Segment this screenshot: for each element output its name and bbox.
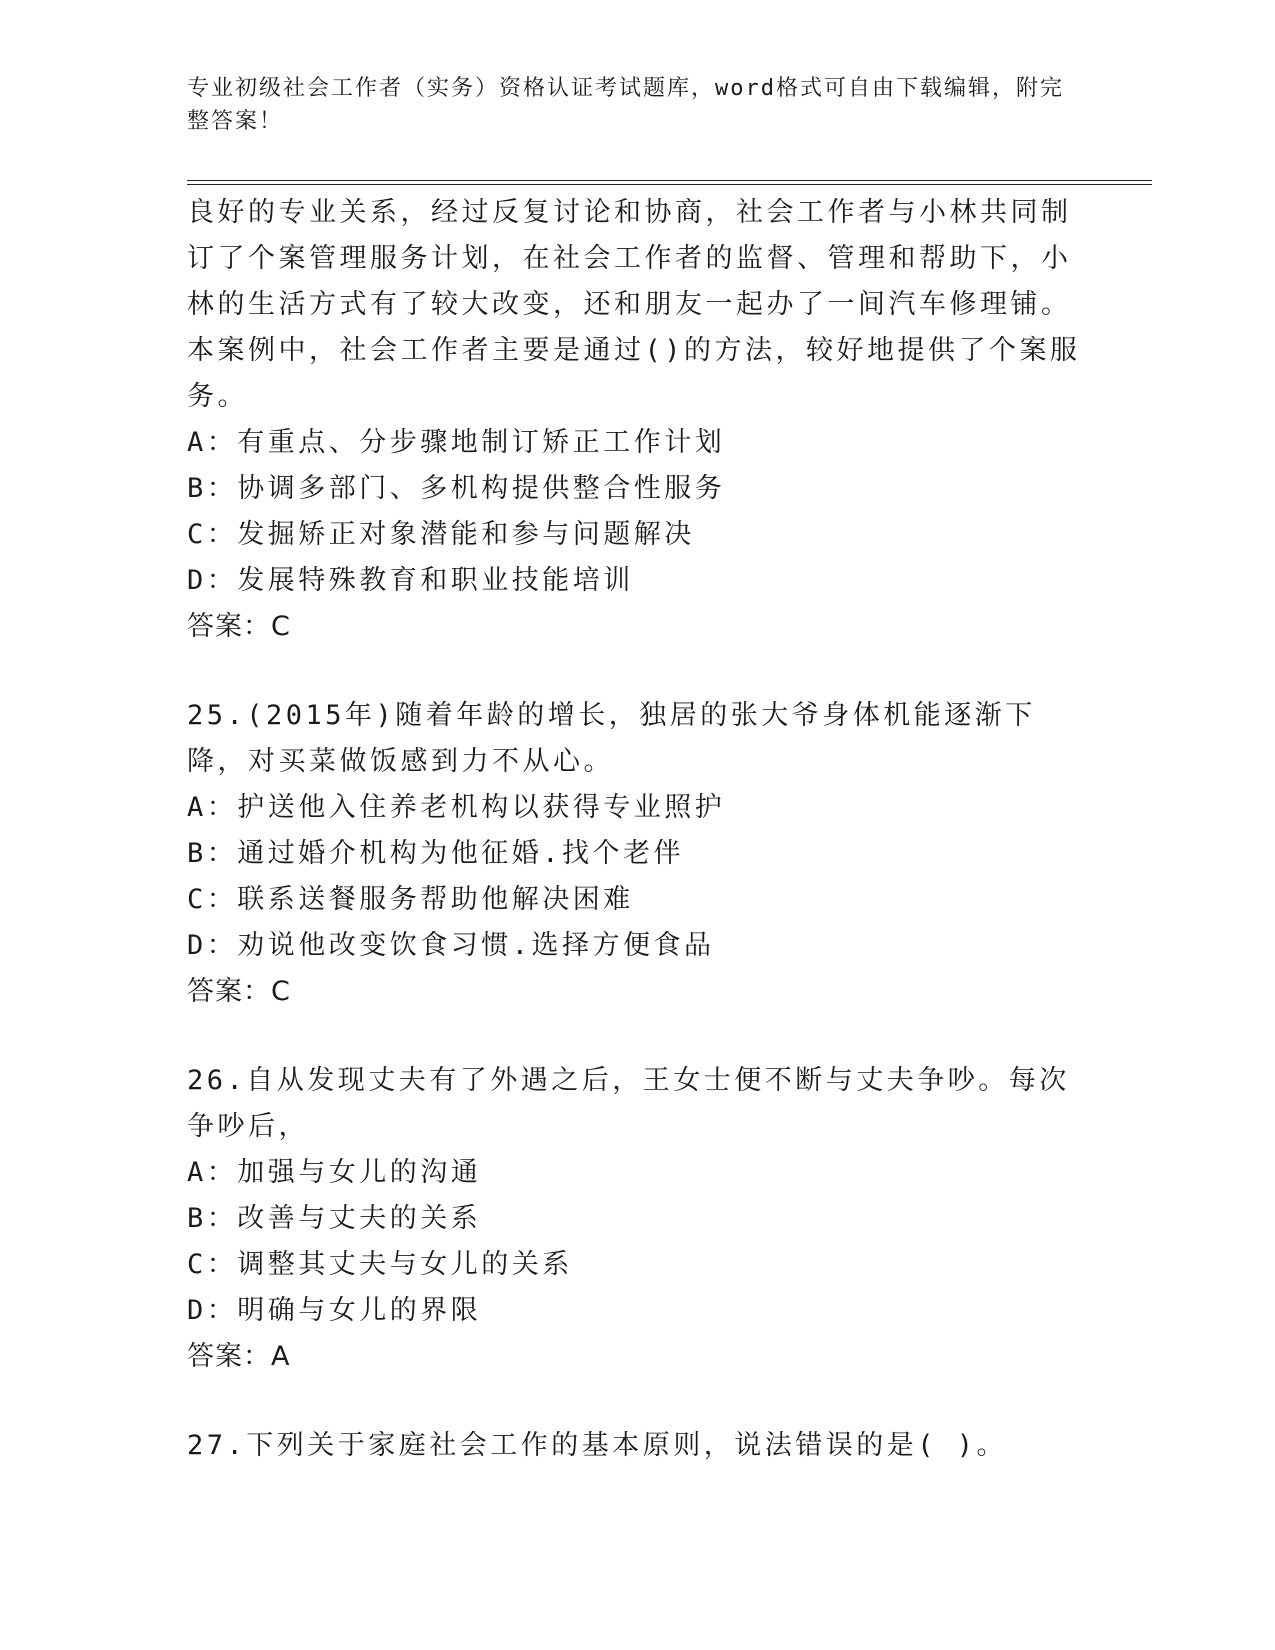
question-block-26 bbox=[187, 1058, 1087, 1380]
option-c: C：调整其丈夫与女儿的关系 bbox=[187, 1249, 573, 1280]
spacer bbox=[187, 650, 1087, 693]
option-d: D：发展特殊教育和职业技能培训 bbox=[187, 565, 634, 596]
option-b: B：通过婚介机构为他征婚.找个老伴 bbox=[187, 838, 685, 869]
option-d: D：劝说他改变饮食习惯.选择方便食品 bbox=[187, 930, 715, 961]
option-a: A：护送他入住养老机构以获得专业照护 bbox=[187, 792, 726, 823]
header-rule-top bbox=[187, 180, 1152, 181]
option-a: A：有重点、分步骤地制订矫正工作计划 bbox=[187, 427, 726, 458]
header-rule-bottom bbox=[187, 184, 1152, 185]
answer-line: 答案：C bbox=[187, 611, 291, 642]
document-body bbox=[187, 190, 1087, 1469]
question-block-25 bbox=[187, 693, 1087, 1015]
document-header bbox=[187, 72, 1087, 138]
option-b: B：协调多部门、多机构提供整合性服务 bbox=[187, 473, 726, 504]
option-b: B：改善与丈夫的关系 bbox=[187, 1203, 482, 1234]
spacer bbox=[187, 1015, 1087, 1058]
answer-line: 答案：A bbox=[187, 1341, 291, 1372]
question-continuation-text: 良好的专业关系，经过反复讨论和协商，社会工作者与小林共同制订了个案管理服务计划，在社会工作者的监督、管理和帮助下，小林的生活方式有了较大改变，还和朋友一起办了一间汽车修理铺。本案例中，社会工作者主要是通过()的方法，较好地提供了个案服务。 bbox=[187, 197, 1081, 412]
spacer bbox=[187, 1380, 1087, 1423]
question-text: 26.自从发现丈夫有了外遇之后，王女士便不断与丈夫争吵。每次争吵后， bbox=[187, 1065, 1070, 1142]
option-d: D：明确与女儿的界限 bbox=[187, 1295, 482, 1326]
question-block-27 bbox=[187, 1423, 1087, 1469]
question-text: 25.(2015年)随着年龄的增长，独居的张大爷身体机能逐渐下降，对买菜做饭感到力不从心。 bbox=[187, 700, 1036, 777]
option-c: C：发掘矫正对象潜能和参与问题解决 bbox=[187, 519, 695, 550]
question-block-continued bbox=[187, 190, 1087, 650]
option-a: A：加强与女儿的沟通 bbox=[187, 1157, 482, 1188]
answer-line: 答案：C bbox=[187, 976, 291, 1007]
option-c: C：联系送餐服务帮助他解决困难 bbox=[187, 884, 634, 915]
question-text: 27.下列关于家庭社会工作的基本原则，说法错误的是( )。 bbox=[187, 1430, 1008, 1461]
header-text: 专业初级社会工作者（实务）资格认证考试题库，word格式可自由下载编辑，附完整答案！ bbox=[187, 76, 1064, 134]
